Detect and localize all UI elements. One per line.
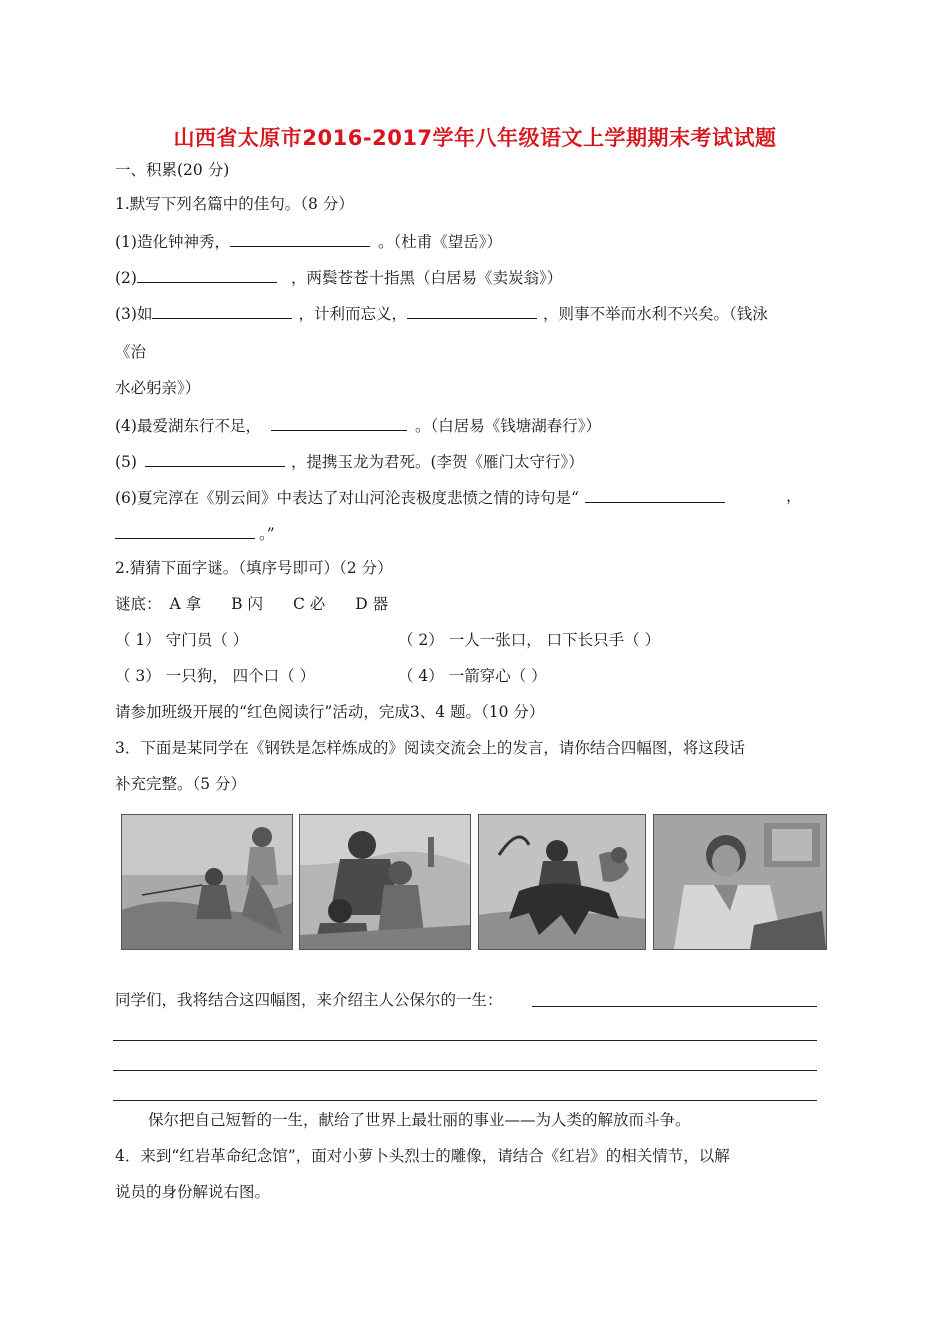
answer-blank[interactable] bbox=[152, 302, 292, 319]
q2-option: D 器 bbox=[355, 595, 389, 613]
answer-blank[interactable] bbox=[585, 486, 725, 503]
q1-item-3-text-a: (3)如 bbox=[115, 305, 153, 323]
q2-option: A 拿 bbox=[169, 595, 202, 613]
q1-item-2-text-a: (2) bbox=[115, 269, 137, 287]
q1-item-5 bbox=[115, 450, 584, 472]
illustration-3 bbox=[478, 814, 646, 950]
answer-line[interactable] bbox=[532, 1006, 817, 1007]
illustration-1 bbox=[121, 814, 293, 950]
question-4-stem-cont: 说员的身份解说右图。 bbox=[115, 1183, 271, 1201]
q1-item-1-text-b: 。（杜甫《望岳》） bbox=[377, 233, 502, 251]
q1-item-5-text-b: ，提携玉龙为君死。(李贺《雁门太守行》） bbox=[290, 453, 584, 471]
page-title: 山西省太原市2016-2017学年八年级语文上学期期末考试试题 bbox=[173, 126, 777, 150]
q1-item-1-text-a: (1)造化钟神秀， bbox=[115, 233, 230, 251]
answer-line[interactable] bbox=[113, 1100, 817, 1101]
q1-item-6-comma: ， bbox=[786, 487, 802, 505]
answer-blank[interactable] bbox=[115, 522, 255, 539]
q1-item-6-text-a: (6)夏完淳在《别云间》中表达了对山河沦丧极度悲愤之情的诗句是“ bbox=[115, 489, 579, 507]
q1-item-4 bbox=[115, 414, 601, 436]
q1-item-3-text-b: ，计利而忘义， bbox=[298, 305, 407, 323]
q2-riddle-2: （ 2） 一人一张口， 口下长只手（ ） bbox=[398, 631, 661, 649]
question-4-stem: 4．来到“红岩革命纪念馆”，面对小萝卜头烈士的雕像，请结合《红岩》的相关情节，以解 bbox=[115, 1147, 730, 1165]
answer-line[interactable] bbox=[113, 1070, 817, 1071]
question-1-stem: 1.默写下列名篇中的佳句。（8 分） bbox=[115, 195, 354, 213]
question-3-stem: 3．下面是某同学在《钢铁是怎样炼成的》阅读交流会上的发言，请你结合四幅图，将这段话 bbox=[115, 739, 745, 757]
q3-closing-text: 保尔把自己短暂的一生，献给了世界上最壮丽的事业——为人类的解放而斗争。 bbox=[148, 1111, 691, 1129]
q1-item-1 bbox=[115, 230, 502, 252]
answer-blank[interactable] bbox=[230, 230, 370, 247]
answer-blank[interactable] bbox=[145, 450, 285, 467]
q1-item-5-text-a: (5) bbox=[115, 453, 137, 471]
question-2-stem: 2.猜猜下面字谜。（填序号即可）（2 分） bbox=[115, 559, 393, 577]
section-heading: 一、积累(20 分) bbox=[115, 161, 230, 179]
q2-option: B 闪 bbox=[231, 595, 263, 613]
q2-option: C 必 bbox=[292, 595, 326, 613]
answer-blank[interactable] bbox=[137, 266, 277, 283]
q1-item-2 bbox=[115, 266, 562, 288]
q1-item-3-wrap-2: 水必躬亲》） bbox=[115, 379, 201, 397]
q1-item-3 bbox=[115, 302, 768, 324]
q1-item-4-text-a: (4)最爱湖东行不足， bbox=[115, 417, 261, 435]
q2-answer-options bbox=[115, 594, 388, 614]
q2-riddle-1: （ 1） 守门员（ ） bbox=[115, 631, 249, 649]
illustration-2 bbox=[299, 814, 471, 950]
q1-item-4-text-b: 。（白居易《钱塘湖春行》） bbox=[414, 417, 601, 435]
q2-riddle-4: （ 4） 一箭穿心（ ） bbox=[398, 667, 547, 685]
question-3-stem-cont: 补充完整。（5 分） bbox=[115, 775, 247, 793]
answer-line[interactable] bbox=[113, 1040, 817, 1041]
activity-instruction: 请参加班级开展的“红色阅读行”活动，完成3、4 题。（10 分） bbox=[115, 703, 545, 721]
illustration-4 bbox=[653, 814, 827, 950]
q1-item-2-text-b: ，两鬓苍苍十指黑（白居易《卖炭翁》） bbox=[290, 269, 563, 287]
illustration-strip bbox=[115, 806, 837, 954]
answer-blank[interactable] bbox=[271, 414, 407, 431]
q2-riddle-3: （ 3） 一只狗， 四个口（ ） bbox=[115, 667, 316, 685]
q1-item-6-text-c: 。” bbox=[259, 525, 275, 543]
q1-item-3-wrap-1: 《治 bbox=[115, 343, 147, 361]
q1-item-6-wrap bbox=[115, 522, 275, 544]
q3-answer-prompt: 同学们，我将结合这四幅图，来介绍主人公保尔的一生： bbox=[115, 991, 503, 1009]
q1-item-6 bbox=[115, 486, 725, 508]
q2-answers-label: 谜底： bbox=[115, 595, 162, 613]
answer-blank[interactable] bbox=[407, 302, 537, 319]
q1-item-3-text-c: ，则事不举而水利不兴矣。（钱泳 bbox=[542, 305, 768, 323]
